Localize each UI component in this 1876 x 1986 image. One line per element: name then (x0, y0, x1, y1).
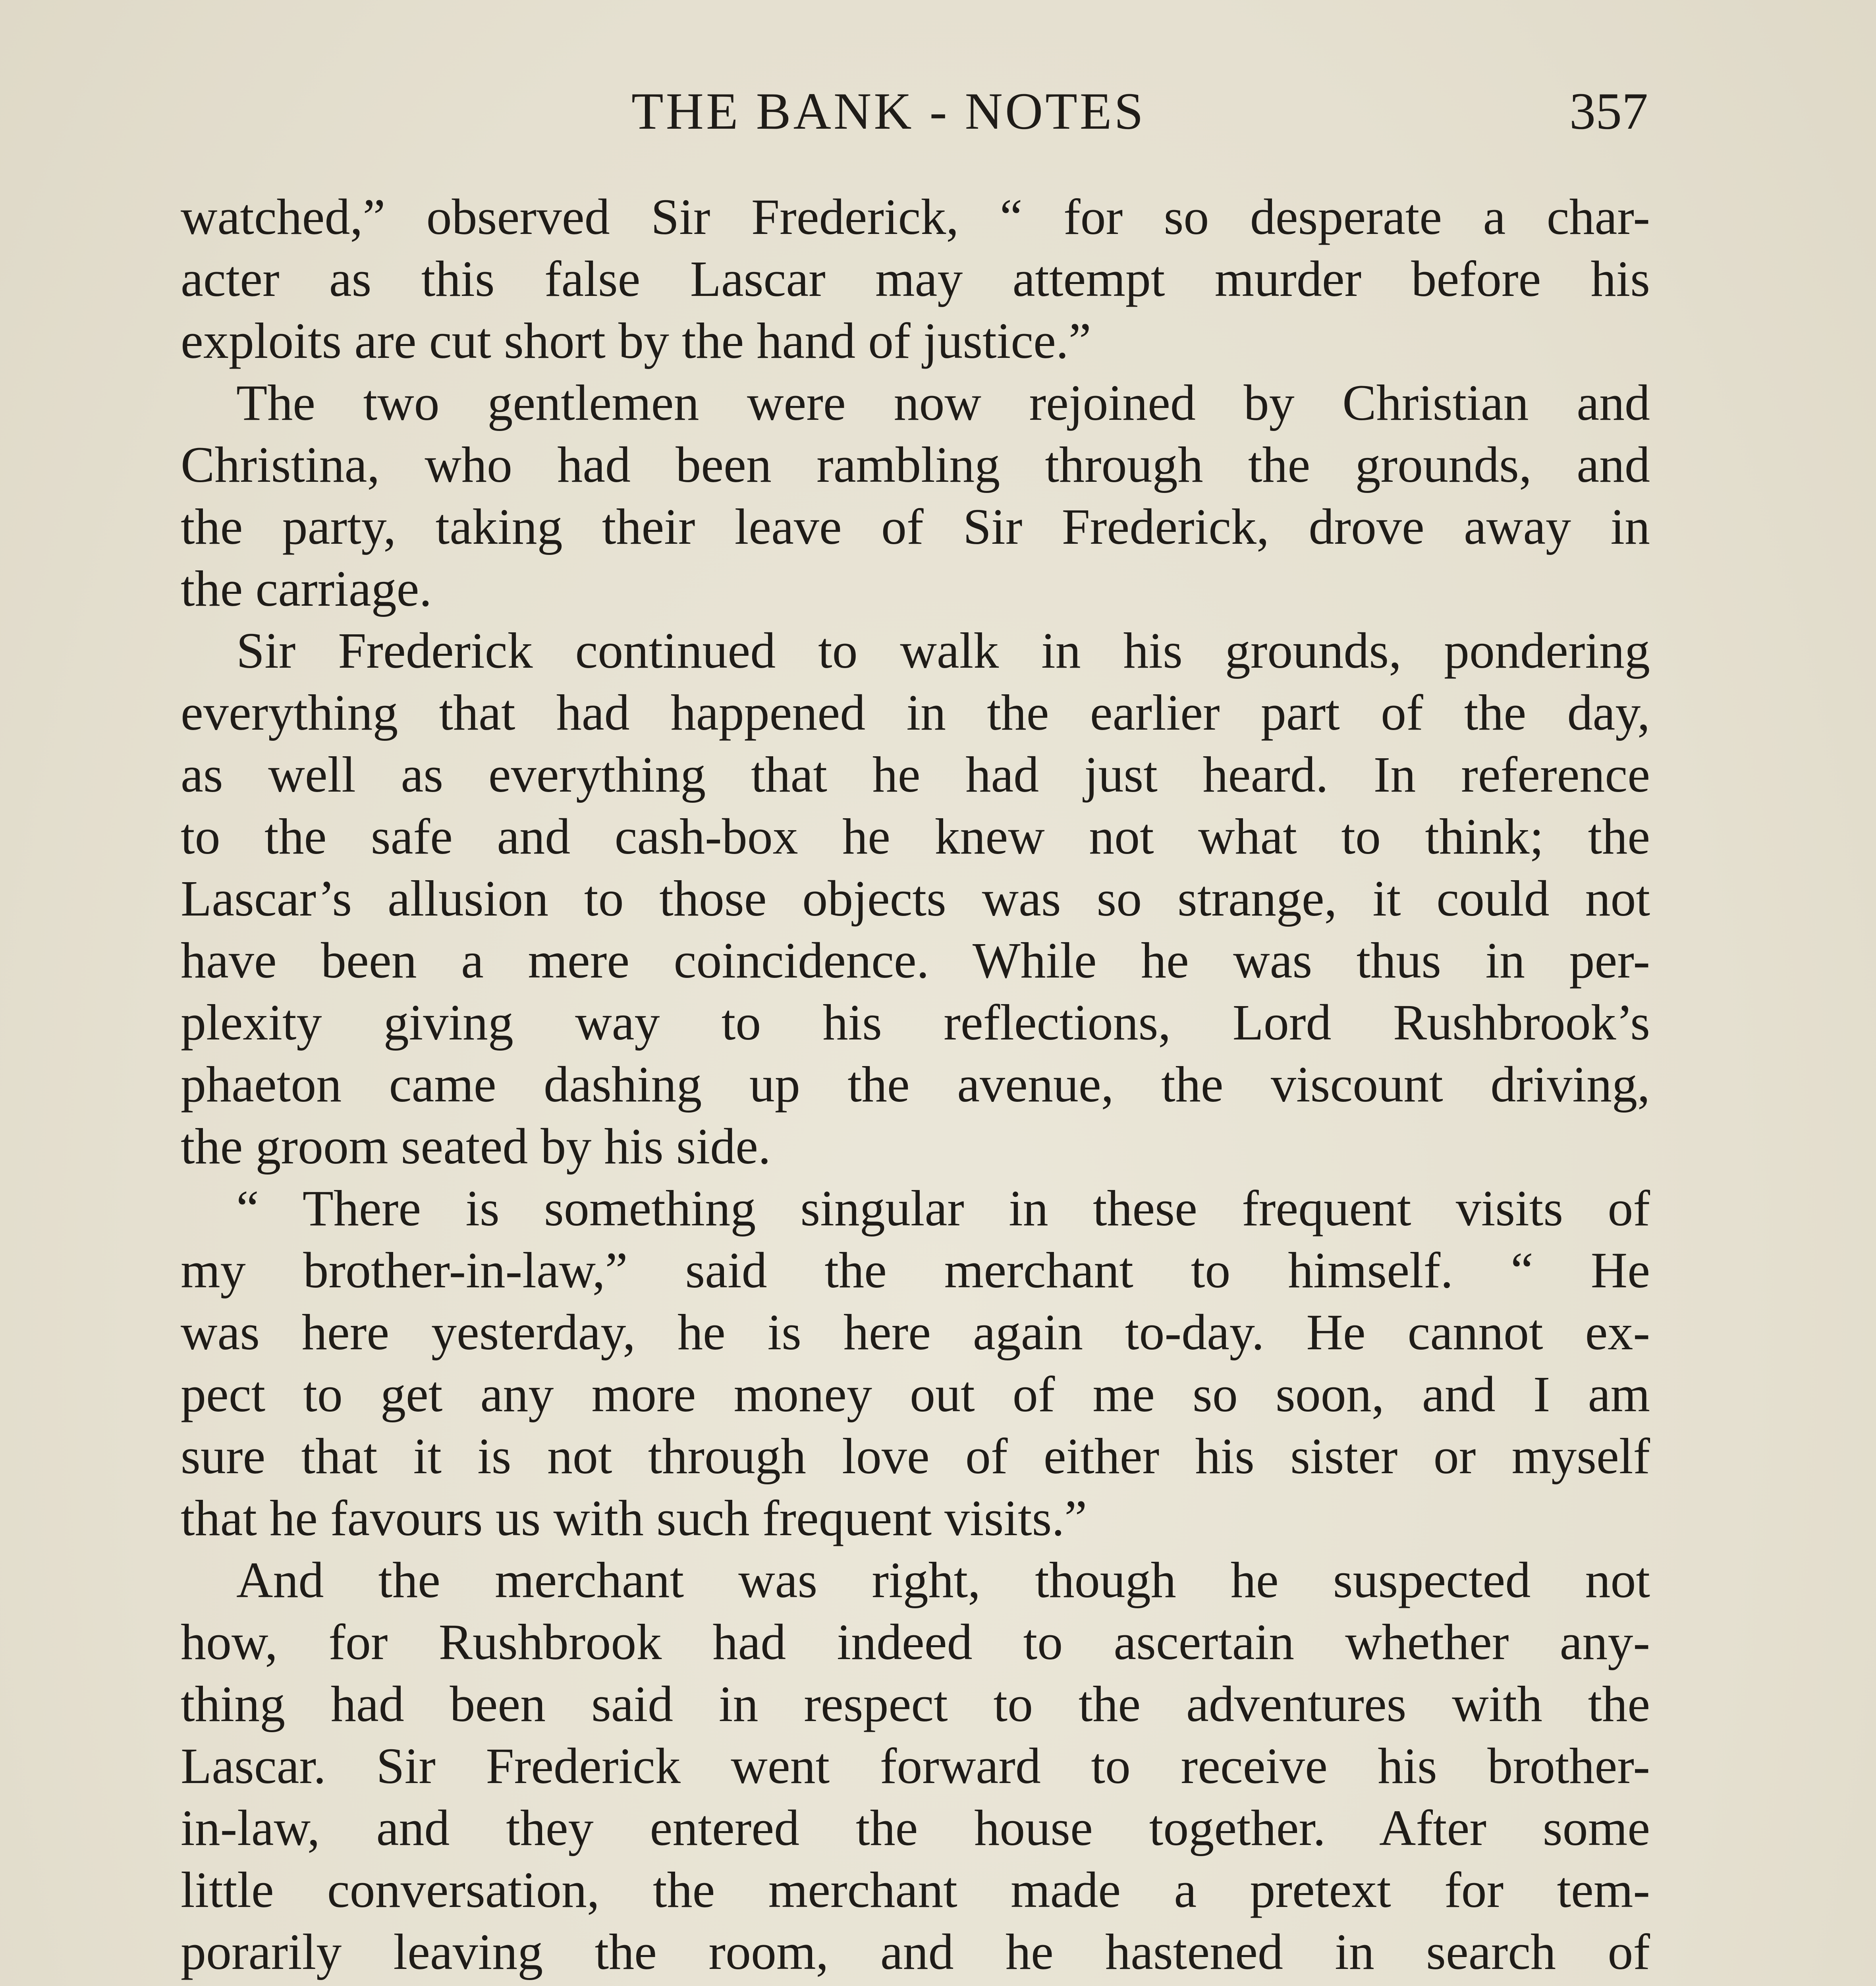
text-line: as well as everything that he had just heard. In reference (181, 746, 1650, 803)
text-line: Sir Frederick continued to walk in his grounds, pondering (236, 622, 1650, 679)
text-line: the carriage. (181, 560, 432, 617)
text-line: sure that it is not through love of either his sister or myself (181, 1428, 1650, 1484)
text-line: the groom seated by his side. (181, 1118, 771, 1175)
text-line: how, for Rushbrook had indeed to ascertain whether any- (181, 1614, 1650, 1670)
text-line: exploits are cut short by the hand of justice.” (181, 313, 1091, 369)
text-line: that he favours us with such frequent visits.” (181, 1490, 1087, 1546)
page-number: 357 (1569, 82, 1648, 140)
text-line: Christina, who had been rambling through the grounds, and (181, 437, 1650, 493)
text-line: to the safe and cash-box he knew not what to think; the (181, 808, 1650, 865)
text-line (181, 1983, 1650, 1986)
running-title: THE BANK - NOTES (631, 82, 1146, 140)
text-line: porarily leaving the room, and he hastened in search of (181, 1924, 1650, 1980)
text-line: in-law, and they entered the house together. After some (181, 1800, 1650, 1856)
text-line: the party, taking their leave of Sir Frederick, drove away in (181, 498, 1650, 555)
text-line: plexity giving way to his reflections, Lord Rushbrook’s (181, 994, 1650, 1051)
text-line: thing had been said in respect to the adventures with the (181, 1676, 1650, 1732)
text-line: phaeton came dashing up the avenue, the viscount driving, (181, 1056, 1650, 1113)
text-line: little conversation, the merchant made a pretext for tem- (181, 1862, 1650, 1918)
text-line: The two gentlemen were now rejoined by Christian and (236, 375, 1650, 431)
text-line: And the merchant was right, though he suspected not (236, 1552, 1650, 1608)
running-head (179, 75, 1648, 147)
text-line: was here yesterday, he is here again to-day. He cannot ex- (181, 1304, 1650, 1360)
body-text (181, 186, 1650, 1986)
text-line: “ There is something singular in these frequent visits of (236, 1180, 1650, 1236)
text-line: have been a mere coincidence. While he was thus in per- (181, 932, 1650, 989)
text-line: Lascar’s allusion to those objects was so strange, it could not (181, 870, 1650, 927)
text-line: watched,” observed Sir Frederick, “ for so desperate a char- (181, 189, 1650, 245)
text-line: acter as this false Lascar may attempt murder before his (181, 251, 1650, 307)
text-line: everything that had happened in the earlier part of the day, (181, 684, 1650, 741)
text-line: Lascar. Sir Frederick went forward to receive his brother- (181, 1738, 1650, 1794)
text-line: pect to get any more money out of me so soon, and I am (181, 1366, 1650, 1422)
text-line: my brother-in-law,” said the merchant to himself. “ He (181, 1242, 1650, 1298)
